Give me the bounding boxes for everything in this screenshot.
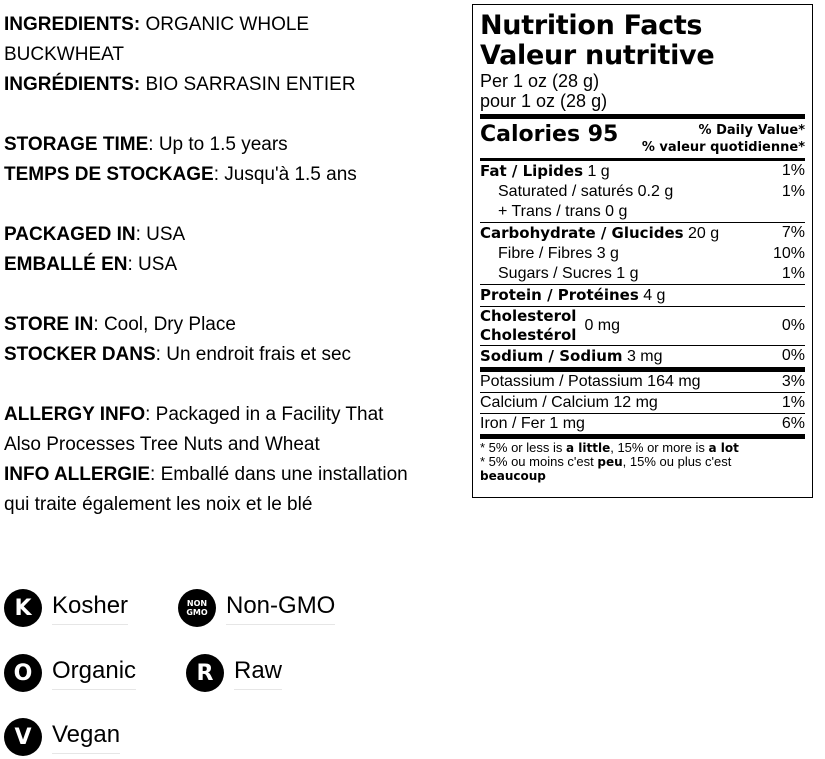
trans-label: + Trans / trans 0 g [498, 203, 628, 220]
allergy-fr-label: INFO ALLERGIE [4, 464, 151, 485]
ingredients-value-cont: BUCKWHEAT [4, 44, 124, 65]
serving-size-en: Per 1 oz (28 g) [480, 71, 600, 91]
storage-label: STORAGE TIME [4, 134, 149, 155]
fat-amount: 1 g [583, 163, 610, 180]
footnote-en: * 5% or less is a little, 15% or more is a lot [480, 440, 739, 455]
fibre-label: Fibre / Fibres 3 g [498, 245, 619, 262]
calories-value: Calories 95 [480, 122, 619, 147]
packaged-label: PACKAGED IN [4, 224, 136, 245]
store-label: STORE IN [4, 314, 94, 335]
footnote-fr-cont: beaucoup [480, 469, 546, 483]
carb-amount: 20 g [683, 225, 720, 242]
cholesterol-label-en: Cholesterol [480, 307, 577, 325]
cholesterol-dv: 0% [781, 317, 805, 334]
cholesterol-label-fr: Cholestérol [480, 326, 577, 344]
saturated-dv: 1% [781, 183, 805, 200]
daily-value-header [642, 122, 805, 156]
store-value: : Cool, Dry Place [93, 314, 236, 335]
badge-raw [186, 654, 282, 692]
organic-label: Organic [52, 657, 136, 690]
cholesterol-row [480, 307, 805, 345]
ingredients-line [4, 10, 464, 40]
protein-label: Protein / Protéines [480, 286, 639, 304]
sodium-row [480, 346, 805, 367]
fat-dv: 1% [781, 162, 805, 179]
allergy-value: : Packaged in a Facility That [145, 404, 384, 425]
daily-value-en: % Daily Value* [698, 123, 805, 138]
potassium-label: Potassium / Potassium 164 mg [480, 373, 701, 390]
ingredients-fr-value: BIO SARRASIN ENTIER [140, 74, 356, 95]
nutrition-title-en: Nutrition Facts [480, 10, 703, 41]
storage-fr-line [4, 160, 464, 190]
store-fr-label: STOCKER DANS [4, 344, 156, 365]
fat-row [480, 161, 805, 182]
ingredients-fr-line [4, 70, 464, 100]
non-gmo-icon [178, 589, 216, 627]
nutrition-title-fr: Valeur nutritive [480, 40, 715, 71]
storage-line [4, 130, 464, 160]
badge-kosher [4, 589, 128, 627]
sodium-amount: 3 mg [622, 348, 663, 365]
packaged-fr-label: EMBALLÉ EN [4, 254, 128, 275]
carbohydrate-row [480, 223, 805, 244]
daily-value-fr: % valeur quotidienne* [641, 140, 805, 155]
nutrition-facts-panel [472, 4, 813, 498]
packaged-fr-value: : USA [127, 254, 178, 275]
allergy-label: ALLERGY INFO [4, 404, 146, 425]
non-gmo-label: Non-GMO [226, 592, 335, 625]
sugars-dv: 1% [781, 265, 805, 282]
packaged-fr-line [4, 250, 464, 280]
raw-label: Raw [234, 657, 282, 690]
ingredients-fr-label: INGRÉDIENTS: [4, 74, 141, 95]
allergy-fr-line [4, 460, 464, 490]
kosher-icon: K [4, 589, 42, 627]
potassium-row [480, 372, 805, 392]
allergy-fr-line-2 [4, 490, 464, 520]
allergy-fr-value: : Emballé dans une installation [150, 464, 408, 485]
sodium-label: Sodium / Sodium [480, 347, 623, 365]
calcium-dv: 1% [781, 394, 805, 411]
protein-row [480, 285, 805, 306]
badge-vegan [4, 718, 120, 756]
vegan-label: Vegan [52, 721, 120, 754]
store-line [4, 310, 464, 340]
iron-row [480, 414, 805, 434]
packaged-line [4, 220, 464, 250]
sodium-dv: 0% [781, 347, 805, 364]
carb-dv: 7% [781, 224, 805, 241]
storage-fr-label: TEMPS DE STOCKAGE [4, 164, 214, 185]
fat-label: Fat / Lipides [480, 162, 584, 180]
raw-icon: R [186, 654, 224, 692]
non-gmo-icon-top: NON [186, 599, 208, 608]
saturated-row [480, 182, 805, 202]
kosher-label: Kosher [52, 592, 128, 625]
organic-icon: O [4, 654, 42, 692]
non-gmo-icon-bottom: GMO [186, 608, 208, 617]
footnote-fr: * 5% ou moins c'est peu, 15% ou plus c'est [480, 454, 732, 469]
potassium-dv: 3% [781, 373, 805, 390]
carb-label: Carbohydrate / Glucides [480, 224, 684, 242]
ingredients-value: ORGANIC WHOLE [140, 14, 310, 35]
cholesterol-amount: 0 mg [584, 317, 621, 334]
fibre-row [480, 244, 805, 264]
iron-dv: 6% [781, 415, 805, 432]
calcium-label: Calcium / Calcium 12 mg [480, 394, 658, 411]
trans-row [480, 202, 805, 222]
fibre-dv: 10% [772, 245, 805, 262]
footnote [480, 439, 805, 483]
storage-fr-value: : Jusqu'à 1.5 ans [213, 164, 357, 185]
allergy-line-2 [4, 430, 464, 460]
sugars-label: Sugars / Sucres 1 g [498, 265, 639, 282]
serving-size-fr: pour 1 oz (28 g) [480, 91, 608, 111]
packaged-value: : USA [135, 224, 186, 245]
calories-row [480, 119, 805, 156]
vegan-icon: V [4, 718, 42, 756]
ingredients-line-2 [4, 40, 464, 70]
protein-amount: 4 g [638, 287, 666, 304]
allergy-value-cont: Also Processes Tree Nuts and Wheat [4, 434, 320, 455]
product-info [4, 10, 464, 520]
storage-value: : Up to 1.5 years [148, 134, 288, 155]
badge-nongmo [178, 589, 335, 627]
calcium-row [480, 393, 805, 413]
iron-label: Iron / Fer 1 mg [480, 415, 585, 432]
badge-organic [4, 654, 136, 692]
saturated-label: Saturated / saturés 0.2 g [498, 183, 674, 200]
sugars-row [480, 264, 805, 284]
allergy-fr-value-cont: qui traite également les noix et le blé [4, 494, 313, 515]
allergy-line [4, 400, 464, 430]
ingredients-label: INGREDIENTS: [4, 14, 141, 35]
store-fr-line [4, 340, 464, 370]
cholesterol-label [480, 307, 576, 345]
store-fr-value: : Un endroit frais et sec [155, 344, 352, 365]
